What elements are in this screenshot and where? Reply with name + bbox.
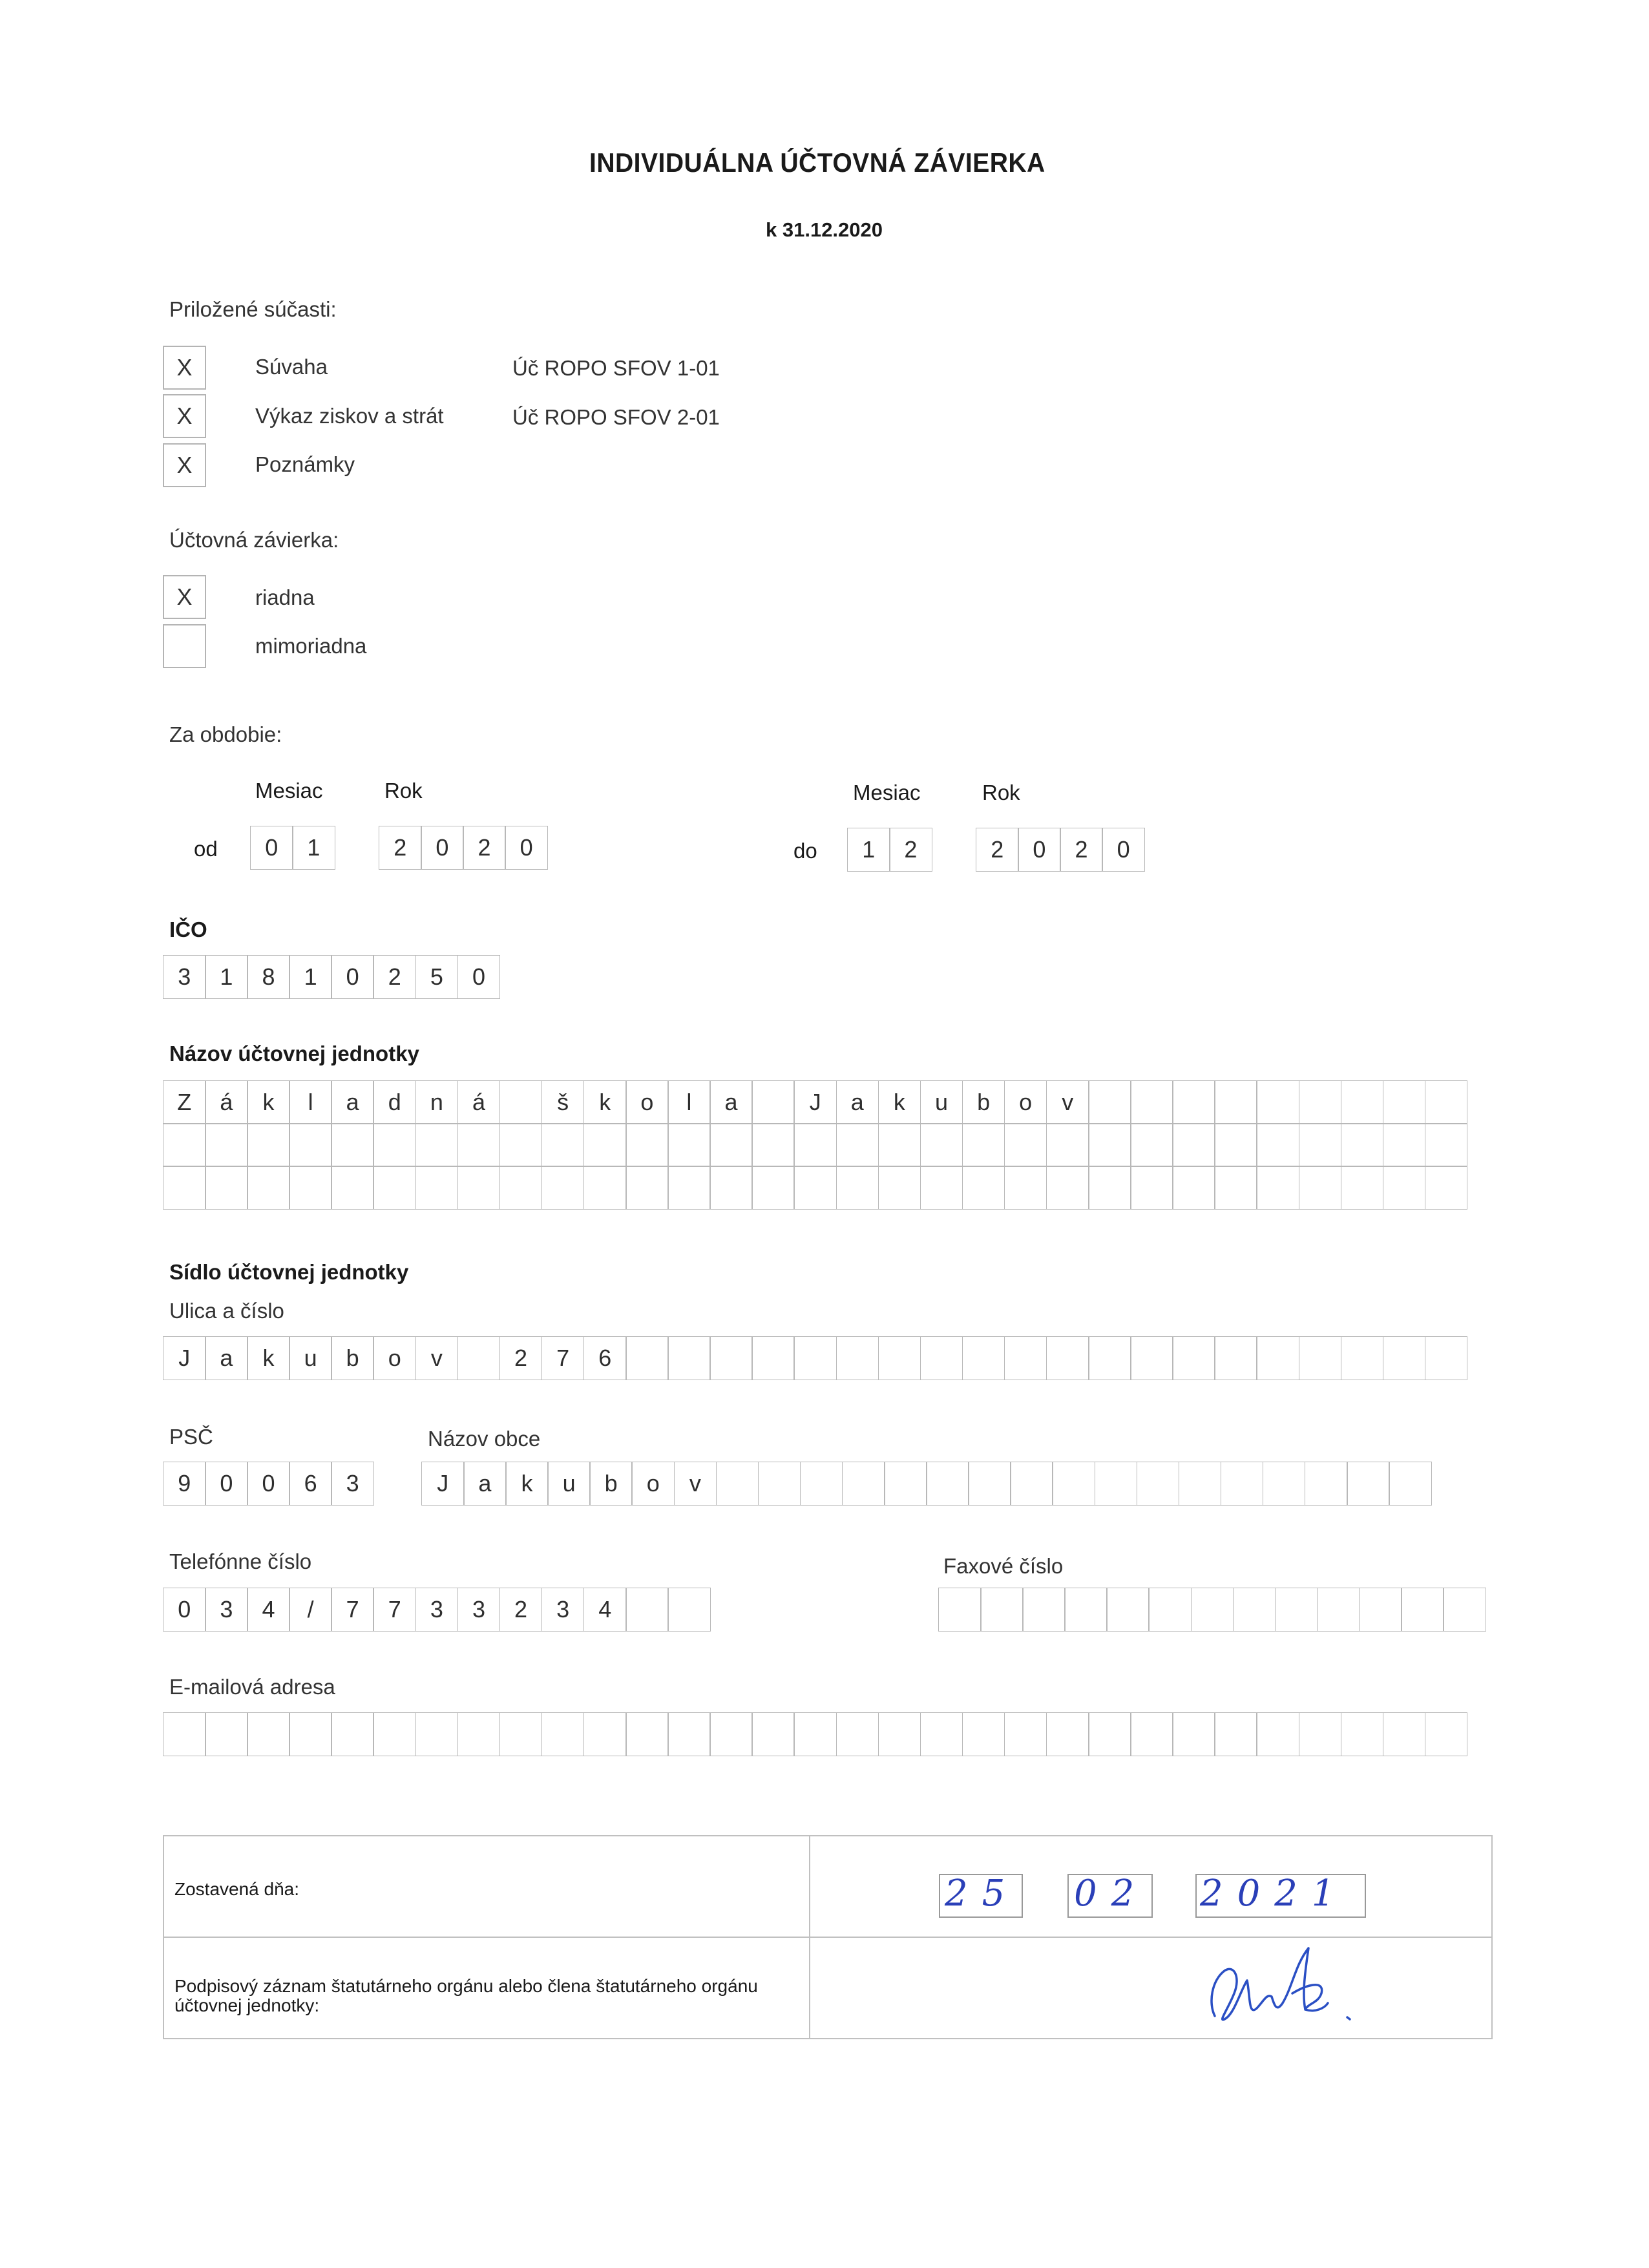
to-label: do	[793, 839, 817, 863]
closing-option-riadna: riadna	[255, 585, 315, 609]
entity-name-cell	[920, 1166, 963, 1210]
entity-name-cell	[1214, 1166, 1257, 1210]
zip-label: PSČ	[169, 1425, 213, 1449]
entity-name-cell	[1256, 1123, 1299, 1167]
city-cell: o	[631, 1462, 675, 1506]
entity-name-cell	[205, 1123, 248, 1167]
street-cell	[625, 1336, 669, 1380]
attachment-name-poznamky: Poznámky	[255, 452, 355, 476]
entity-name-cell: k	[583, 1080, 627, 1124]
city-cell: v	[674, 1462, 717, 1506]
phone-field[interactable]	[163, 1588, 709, 1632]
email-cell	[1088, 1712, 1131, 1756]
entity-name-cell	[1341, 1080, 1384, 1124]
entity-name-cell	[205, 1166, 248, 1210]
zip-cell: 0	[205, 1462, 248, 1506]
entity-name-cell: l	[667, 1080, 711, 1124]
entity-name-cell	[373, 1166, 416, 1210]
digit-cell: 2	[976, 828, 1019, 872]
entity-name-cell	[1256, 1166, 1299, 1210]
street-cell: u	[289, 1336, 332, 1380]
email-cell	[836, 1712, 879, 1756]
street-cell: k	[247, 1336, 290, 1380]
digit-cell: 2	[463, 826, 506, 870]
closing-type-label: Účtovná závierka:	[169, 528, 339, 552]
email-cell	[920, 1712, 963, 1756]
phone-cell: 0	[163, 1588, 206, 1632]
phone-cell: 3	[541, 1588, 585, 1632]
entity-name-cell: k	[247, 1080, 290, 1124]
fax-cell	[980, 1588, 1024, 1632]
digit-cell: 2	[379, 826, 422, 870]
entity-name-cell	[1425, 1080, 1468, 1124]
street-cell	[793, 1336, 837, 1380]
entity-name-cell	[1004, 1123, 1047, 1167]
street-cell	[1172, 1336, 1215, 1380]
email-cell	[1299, 1712, 1342, 1756]
email-field[interactable]	[163, 1712, 1467, 1756]
attachment-name-suvaha: Súvaha	[255, 355, 328, 379]
city-cell	[1052, 1462, 1095, 1506]
email-cell	[1425, 1712, 1468, 1756]
email-cell	[1130, 1712, 1173, 1756]
entity-name-cell	[1425, 1123, 1468, 1167]
attachment-checkbox-poznamky[interactable]: X	[163, 443, 206, 487]
fax-cell	[1443, 1588, 1486, 1632]
entity-name-cell: a	[836, 1080, 879, 1124]
entity-name-cell	[541, 1123, 585, 1167]
email-cell	[878, 1712, 921, 1756]
entity-name-cell	[247, 1123, 290, 1167]
phone-cell: 7	[373, 1588, 416, 1632]
fax-cell	[1148, 1588, 1192, 1632]
email-label: E-mailová adresa	[169, 1675, 335, 1699]
entity-name-cell: o	[625, 1080, 669, 1124]
entity-name-cell	[1130, 1080, 1173, 1124]
entity-name-cell	[1172, 1166, 1215, 1210]
document-title: INDIVIDUÁLNA ÚČTOVNÁ ZÁVIERKA	[589, 147, 1045, 178]
signature-label-line-1: Podpisový záznam štatutárneho orgánu alebo člena štatutárneho orgánu	[174, 1976, 758, 1996]
email-cell	[457, 1712, 501, 1756]
digit-cell: 2	[1060, 828, 1103, 872]
city-cell	[968, 1462, 1011, 1506]
street-field[interactable]	[163, 1336, 1467, 1380]
digit-cell: 0	[1018, 828, 1061, 872]
phone-cell	[625, 1588, 669, 1632]
street-label: Ulica a číslo	[169, 1299, 284, 1323]
digit-cell: 2	[889, 828, 932, 872]
email-cell	[583, 1712, 627, 1756]
email-cell	[709, 1712, 753, 1756]
city-cell: J	[421, 1462, 465, 1506]
entity-name-cell	[331, 1123, 374, 1167]
entity-name-cell	[1214, 1123, 1257, 1167]
ico-label: IČO	[169, 918, 207, 941]
compiled-day-value: 25	[945, 1873, 1020, 1915]
entity-name-cell	[1341, 1123, 1384, 1167]
entity-name-cell	[962, 1123, 1005, 1167]
street-cell	[667, 1336, 711, 1380]
entity-name-cell	[247, 1166, 290, 1210]
entity-name-cell	[1130, 1166, 1173, 1210]
city-cell	[884, 1462, 927, 1506]
entity-name-cell	[751, 1123, 795, 1167]
digit-cell: 0	[505, 826, 548, 870]
email-cell	[1256, 1712, 1299, 1756]
city-cell	[1179, 1462, 1222, 1506]
phone-cell: 3	[457, 1588, 501, 1632]
entity-name-cell: v	[1046, 1080, 1089, 1124]
phone-cell: 3	[205, 1588, 248, 1632]
entity-name-cell	[709, 1123, 753, 1167]
street-cell	[1130, 1336, 1173, 1380]
from-year-label: Rok	[384, 779, 423, 803]
phone-cell	[667, 1588, 711, 1632]
city-cell: b	[589, 1462, 633, 1506]
entity-name-row-3[interactable]	[163, 1166, 1467, 1210]
email-cell	[247, 1712, 290, 1756]
phone-label: Telefónne číslo	[169, 1549, 312, 1573]
street-cell	[1256, 1336, 1299, 1380]
to-year-label: Rok	[982, 781, 1020, 804]
street-cell: v	[415, 1336, 459, 1380]
street-cell: 6	[583, 1336, 627, 1380]
entity-name-cell	[793, 1166, 837, 1210]
period-label: Za obdobie:	[169, 722, 282, 746]
entity-name-cell	[415, 1166, 459, 1210]
ico-digit-cell: 1	[205, 955, 248, 999]
from-month-field[interactable]	[250, 826, 334, 870]
zip-cell: 6	[289, 1462, 332, 1506]
street-cell: 2	[499, 1336, 543, 1380]
fax-label: Faxové číslo	[943, 1554, 1064, 1578]
entity-name-cell: k	[878, 1080, 921, 1124]
entity-name-cell	[1299, 1166, 1342, 1210]
signature-label-line-2: účtovnej jednotky:	[174, 1995, 320, 2015]
from-label: od	[194, 837, 218, 861]
ico-digit-cell: 2	[373, 955, 416, 999]
attachment-name-vykaz: Výkaz ziskov a strát	[255, 404, 444, 428]
street-cell	[836, 1336, 879, 1380]
entity-name-cell	[1425, 1166, 1468, 1210]
entity-name-row-1[interactable]	[163, 1080, 1467, 1124]
entity-name-cell	[1299, 1080, 1342, 1124]
entity-name-cell	[1172, 1123, 1215, 1167]
handwritten-signature	[1195, 1932, 1389, 2035]
fax-field[interactable]	[938, 1588, 1485, 1632]
ico-digit-cell: 8	[247, 955, 290, 999]
entity-name-cell	[289, 1166, 332, 1210]
entity-name-row-2[interactable]	[163, 1123, 1467, 1167]
entity-name-cell	[625, 1123, 669, 1167]
entity-name-cell	[1046, 1123, 1089, 1167]
entity-name-cell	[751, 1166, 795, 1210]
street-cell: a	[205, 1336, 248, 1380]
entity-name-cell: d	[373, 1080, 416, 1124]
attachments-label: Priložené súčasti:	[169, 297, 337, 321]
entity-name-cell	[836, 1123, 879, 1167]
entity-name-cell	[667, 1123, 711, 1167]
street-cell	[751, 1336, 795, 1380]
ico-digit-cell: 3	[163, 955, 206, 999]
street-cell: o	[373, 1336, 416, 1380]
zip-cell: 0	[247, 1462, 290, 1506]
entity-name-cell	[1299, 1123, 1342, 1167]
email-cell	[205, 1712, 248, 1756]
entity-name-cell	[1383, 1123, 1426, 1167]
email-cell	[1046, 1712, 1089, 1756]
email-cell	[962, 1712, 1005, 1756]
fax-cell	[1191, 1588, 1234, 1632]
entity-name-cell	[1004, 1166, 1047, 1210]
attachment-checkbox-vykaz[interactable]: X	[163, 394, 206, 438]
fax-cell	[1022, 1588, 1066, 1632]
entity-name-cell	[751, 1080, 795, 1124]
entity-name-cell: u	[920, 1080, 963, 1124]
digit-cell: 0	[421, 826, 464, 870]
to-month-label: Mesiac	[853, 781, 921, 804]
email-cell	[331, 1712, 374, 1756]
fax-cell	[1359, 1588, 1402, 1632]
compiled-date-label: Zostavená dňa:	[174, 1879, 300, 1899]
phone-cell: 7	[331, 1588, 374, 1632]
to-year-field[interactable]	[976, 828, 1144, 872]
street-cell	[920, 1336, 963, 1380]
entity-name-cell	[415, 1123, 459, 1167]
street-cell	[1341, 1336, 1384, 1380]
to-month-field[interactable]	[847, 828, 931, 872]
zip-cell: 9	[163, 1462, 206, 1506]
entity-name-cell	[1383, 1166, 1426, 1210]
email-cell	[1341, 1712, 1384, 1756]
from-month-label: Mesiac	[255, 779, 323, 803]
entity-name-cell	[499, 1123, 543, 1167]
street-cell	[1425, 1336, 1468, 1380]
from-year-field[interactable]	[379, 826, 547, 870]
entity-name-cell	[1046, 1166, 1089, 1210]
city-label: Názov obce	[428, 1427, 541, 1451]
closing-checkbox-riadna[interactable]: X	[163, 575, 206, 619]
city-cell	[1221, 1462, 1264, 1506]
entity-name-cell: n	[415, 1080, 459, 1124]
street-cell: 7	[541, 1336, 585, 1380]
email-cell	[625, 1712, 669, 1756]
zip-field[interactable]	[163, 1462, 373, 1506]
street-cell	[1383, 1336, 1426, 1380]
email-cell	[163, 1712, 206, 1756]
email-cell	[499, 1712, 543, 1756]
entity-name-cell	[1088, 1123, 1131, 1167]
entity-name-cell: a	[709, 1080, 753, 1124]
city-cell	[1305, 1462, 1348, 1506]
street-cell	[709, 1336, 753, 1380]
email-cell	[751, 1712, 795, 1756]
ico-field[interactable]	[163, 955, 499, 999]
entity-name-cell	[1172, 1080, 1215, 1124]
attachment-code-vykaz: Úč ROPO SFOV 2-01	[512, 405, 720, 429]
ico-digit-cell: 0	[331, 955, 374, 999]
fax-cell	[1401, 1588, 1444, 1632]
ico-digit-cell: 5	[415, 955, 459, 999]
entity-name-cell	[793, 1123, 837, 1167]
street-cell	[1214, 1336, 1257, 1380]
entity-name-cell: á	[205, 1080, 248, 1124]
city-cell	[842, 1462, 885, 1506]
street-cell	[1046, 1336, 1089, 1380]
entity-name-cell	[878, 1123, 921, 1167]
city-cell	[716, 1462, 759, 1506]
entity-name-cell	[163, 1123, 206, 1167]
entity-name-cell: o	[1004, 1080, 1047, 1124]
city-cell	[1137, 1462, 1180, 1506]
digit-cell: 1	[292, 826, 335, 870]
city-cell: a	[463, 1462, 507, 1506]
street-cell: b	[331, 1336, 374, 1380]
city-cell: k	[505, 1462, 549, 1506]
entity-name-cell	[1383, 1080, 1426, 1124]
zip-cell: 3	[331, 1462, 374, 1506]
closing-checkbox-mimoriadna[interactable]	[163, 624, 206, 668]
fax-cell	[938, 1588, 982, 1632]
entity-name-cell: š	[541, 1080, 585, 1124]
entity-name-cell	[373, 1123, 416, 1167]
city-cell	[758, 1462, 801, 1506]
fax-cell	[1317, 1588, 1360, 1632]
entity-name-cell	[1130, 1123, 1173, 1167]
entity-name-cell	[1088, 1080, 1131, 1124]
email-cell	[667, 1712, 711, 1756]
digit-cell: 0	[1102, 828, 1145, 872]
entity-name-cell: a	[331, 1080, 374, 1124]
fax-cell	[1106, 1588, 1150, 1632]
entity-name-cell	[331, 1166, 374, 1210]
entity-name-cell	[541, 1166, 585, 1210]
entity-name-cell: l	[289, 1080, 332, 1124]
entity-name-cell	[499, 1166, 543, 1210]
address-label: Sídlo účtovnej jednotky	[169, 1260, 409, 1284]
city-cell	[1010, 1462, 1053, 1506]
entity-name-cell	[962, 1166, 1005, 1210]
city-cell	[1389, 1462, 1432, 1506]
document-date: k 31.12.2020	[766, 218, 883, 241]
street-cell	[457, 1336, 501, 1380]
street-cell	[962, 1336, 1005, 1380]
digit-cell: 0	[250, 826, 293, 870]
attachment-code-suvaha: Úč ROPO SFOV 1-01	[512, 356, 720, 380]
entity-name-cell	[836, 1166, 879, 1210]
entity-name-label: Názov účtovnej jednotky	[169, 1042, 419, 1066]
phone-cell: 2	[499, 1588, 543, 1632]
email-cell	[541, 1712, 585, 1756]
entity-name-cell	[878, 1166, 921, 1210]
city-field[interactable]	[421, 1462, 1431, 1506]
email-cell	[373, 1712, 416, 1756]
city-cell	[1263, 1462, 1306, 1506]
city-cell	[800, 1462, 843, 1506]
entity-name-cell	[583, 1166, 627, 1210]
fax-cell	[1233, 1588, 1276, 1632]
entity-name-cell: Z	[163, 1080, 206, 1124]
entity-name-cell	[1088, 1166, 1131, 1210]
entity-name-cell: á	[457, 1080, 501, 1124]
digit-cell: 1	[847, 828, 890, 872]
street-cell: J	[163, 1336, 206, 1380]
closing-option-mimoriadna: mimoriadna	[255, 634, 367, 658]
entity-name-cell	[667, 1166, 711, 1210]
entity-name-cell	[499, 1080, 543, 1124]
ico-digit-cell: 0	[457, 955, 501, 999]
email-cell	[1214, 1712, 1257, 1756]
fax-cell	[1064, 1588, 1108, 1632]
street-cell	[1299, 1336, 1342, 1380]
phone-cell: 3	[415, 1588, 459, 1632]
email-cell	[289, 1712, 332, 1756]
city-cell: u	[547, 1462, 591, 1506]
entity-name-cell: J	[793, 1080, 837, 1124]
email-cell	[1172, 1712, 1215, 1756]
street-cell	[878, 1336, 921, 1380]
attachment-checkbox-suvaha[interactable]: X	[163, 346, 206, 390]
fax-cell	[1275, 1588, 1318, 1632]
entity-name-cell	[709, 1166, 753, 1210]
entity-name-cell	[1256, 1080, 1299, 1124]
street-cell	[1088, 1336, 1131, 1380]
entity-name-cell	[920, 1123, 963, 1167]
ico-digit-cell: 1	[289, 955, 332, 999]
city-cell	[1095, 1462, 1138, 1506]
phone-cell: /	[289, 1588, 332, 1632]
entity-name-cell	[457, 1123, 501, 1167]
entity-name-cell	[583, 1123, 627, 1167]
entity-name-cell	[1341, 1166, 1384, 1210]
entity-name-cell	[457, 1166, 501, 1210]
email-cell	[1383, 1712, 1426, 1756]
city-cell	[926, 1462, 969, 1506]
phone-cell: 4	[583, 1588, 627, 1632]
email-cell	[415, 1712, 459, 1756]
entity-name-cell	[289, 1123, 332, 1167]
street-cell	[1004, 1336, 1047, 1380]
entity-name-cell: b	[962, 1080, 1005, 1124]
compiled-month-value: 02	[1074, 1873, 1149, 1915]
entity-name-cell	[1214, 1080, 1257, 1124]
email-cell	[793, 1712, 837, 1756]
entity-name-cell	[625, 1166, 669, 1210]
compiled-year-value: 2021	[1200, 1873, 1349, 1915]
phone-cell: 4	[247, 1588, 290, 1632]
email-cell	[1004, 1712, 1047, 1756]
entity-name-cell	[163, 1166, 206, 1210]
city-cell	[1347, 1462, 1390, 1506]
